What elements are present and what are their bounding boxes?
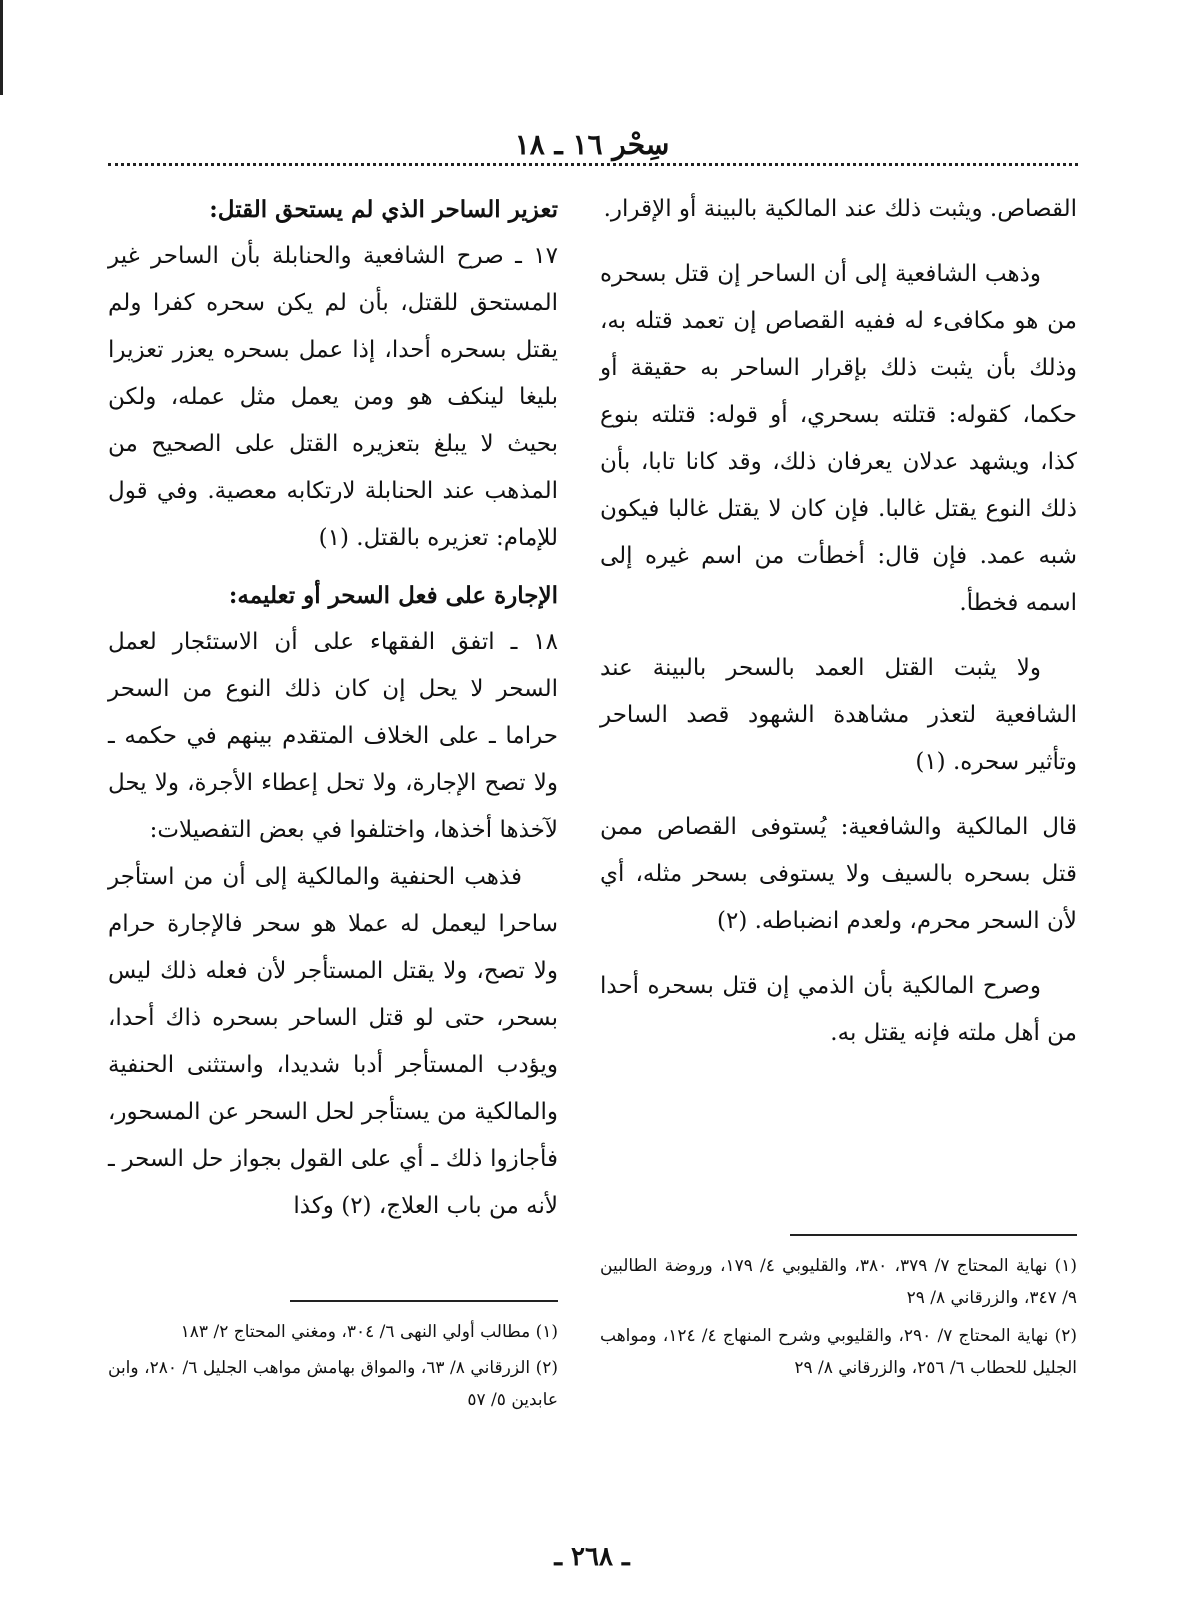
paragraph: وصرح المالكية بأن الذمي إن قتل بسحره أحدا من أهل ملته فإنه يقتل به. [600,973,1077,1046]
footnote: (١) نهاية المحتاج ٧/ ٣٧٩، ٣٨٠، والقليوبي ٤/ ١٧٩، وروضة الطالبين ٩/ ٣٤٧، والزرقاني ٨/ ٢٩ [600,1256,1078,1308]
footnote: (٢) نهاية المحتاج ٧/ ٢٩٠، والقليوبي وشرح المنهاج ٤/ ١٢٤، ومواهب الجليل للحطاب ٦/ ٢٥٦، والزرقاني ٨/ ٢٩ [600,1326,1077,1378]
header-dotted-rule [108,163,1078,166]
section-heading: الإجارة على فعل السحر أو تعليمه: [228,582,558,609]
paragraph: ١٨ ـ اتفق الفقهاء على أن الاستئجار لعمل السحر لا يحل إن كان ذلك النوع من السحر حراما ـ على الخلاف المتقدم بينهم في حكمه ـ ولا تصح الإجارة، ولا تحل إعطاء الأجرة، ولا يحل لآخذها أخذها، واختلفوا في بعض التفصيلات: [108,629,558,843]
paragraph: القصاص. ويثبت ذلك عند المالكية بالبينة أو الإقرار. [603,196,1077,222]
paragraph: ١٧ ـ صرح الشافعية والحنابلة بأن الساحر غير المستحق للقتل، بأن لم يكن سحره كفرا ولم يقتل بسحره أحدا، إذا عمل بسحره يعزر تعزيرا بليغا لينكف هو ومن يعمل مثل عمله، ولكن بحيث لا يبلغ بتعزيره القتل على الصحيح من المذهب عند الحنابلة لارتكابه معصية. وفي قول للإمام: تعزيره بالقتل. (١) [108,243,558,551]
footnote-separator [790,1234,1077,1236]
paragraph: فذهب الحنفية والمالكية إلى أن من استأجر ساحرا ليعمل له عملا هو سحر فالإجارة حرام ولا تصح، ولا يقتل المستأجر لأن فعله ذلك ليس بسحر، حتى لو قتل الساحر بسحره ذاك أحدا، ويؤدب المستأجر أدبا شديدا، واستثنى الحنفية والمالكية من يستأجر لحل السحر عن المسحور، فأجازوا ذلك ـ أي على القول بجواز حل السحر ـ لأنه من باب العلاج، (٢) وكذا [108,864,558,1219]
scan-edge-line [0,0,3,95]
footnote: (١) مطالب أولي النهى ٦/ ٣٠٤، ومغني المحتاج ٢/ ١٨٣ [180,1322,558,1342]
paragraph: قال المالكية والشافعية: يُستوفى القصاص ممن قتل بسحره بالسيف ولا يستوفى بسحر مثله، أي لأن السحر محرم، ولعدم انضباطه. (٢) [600,814,1077,934]
footnote-separator [290,1300,558,1302]
paragraph: ولا يثبت القتل العمد بالسحر بالبينة عند الشافعية لتعذر مشاهدة الشهود قصد الساحر وتأثير سحره. (١) [600,655,1077,775]
running-header: سِحْر ١٦ ـ ١٨ [514,128,670,161]
footnote: (٢) الزرقاني ٨/ ٦٣، والمواق بهامش مواهب الجليل ٦/ ٢٨٠، وابن عابدين ٥/ ٥٧ [108,1358,559,1410]
page-number: ـ ٢٦٨ ـ [554,1542,630,1572]
paragraph: وذهب الشافعية إلى أن الساحر إن قتل بسحره من هو مكافىء له ففيه القصاص إن تعمد قتله به، وذلك بأن يثبت ذلك بإقرار الساحر به حقيقة أو حكما، كقوله: قتلته بسحري، أو قوله: قتلته بنوع كذا، ويشهد عدلان يعرفان ذلك، وقد كانا تابا، بأن ذلك النوع يقتل غالبا. فإن كان لا يقتل غالبا فيكون شبه عمد. فإن قال: أخطأت من اسم غيره إلى اسمه فخطأ. [600,261,1077,616]
right-column [600,186,1077,1057]
section-heading: تعزير الساحر الذي لم يستحق القتل: [209,196,558,223]
left-column [108,186,558,1230]
